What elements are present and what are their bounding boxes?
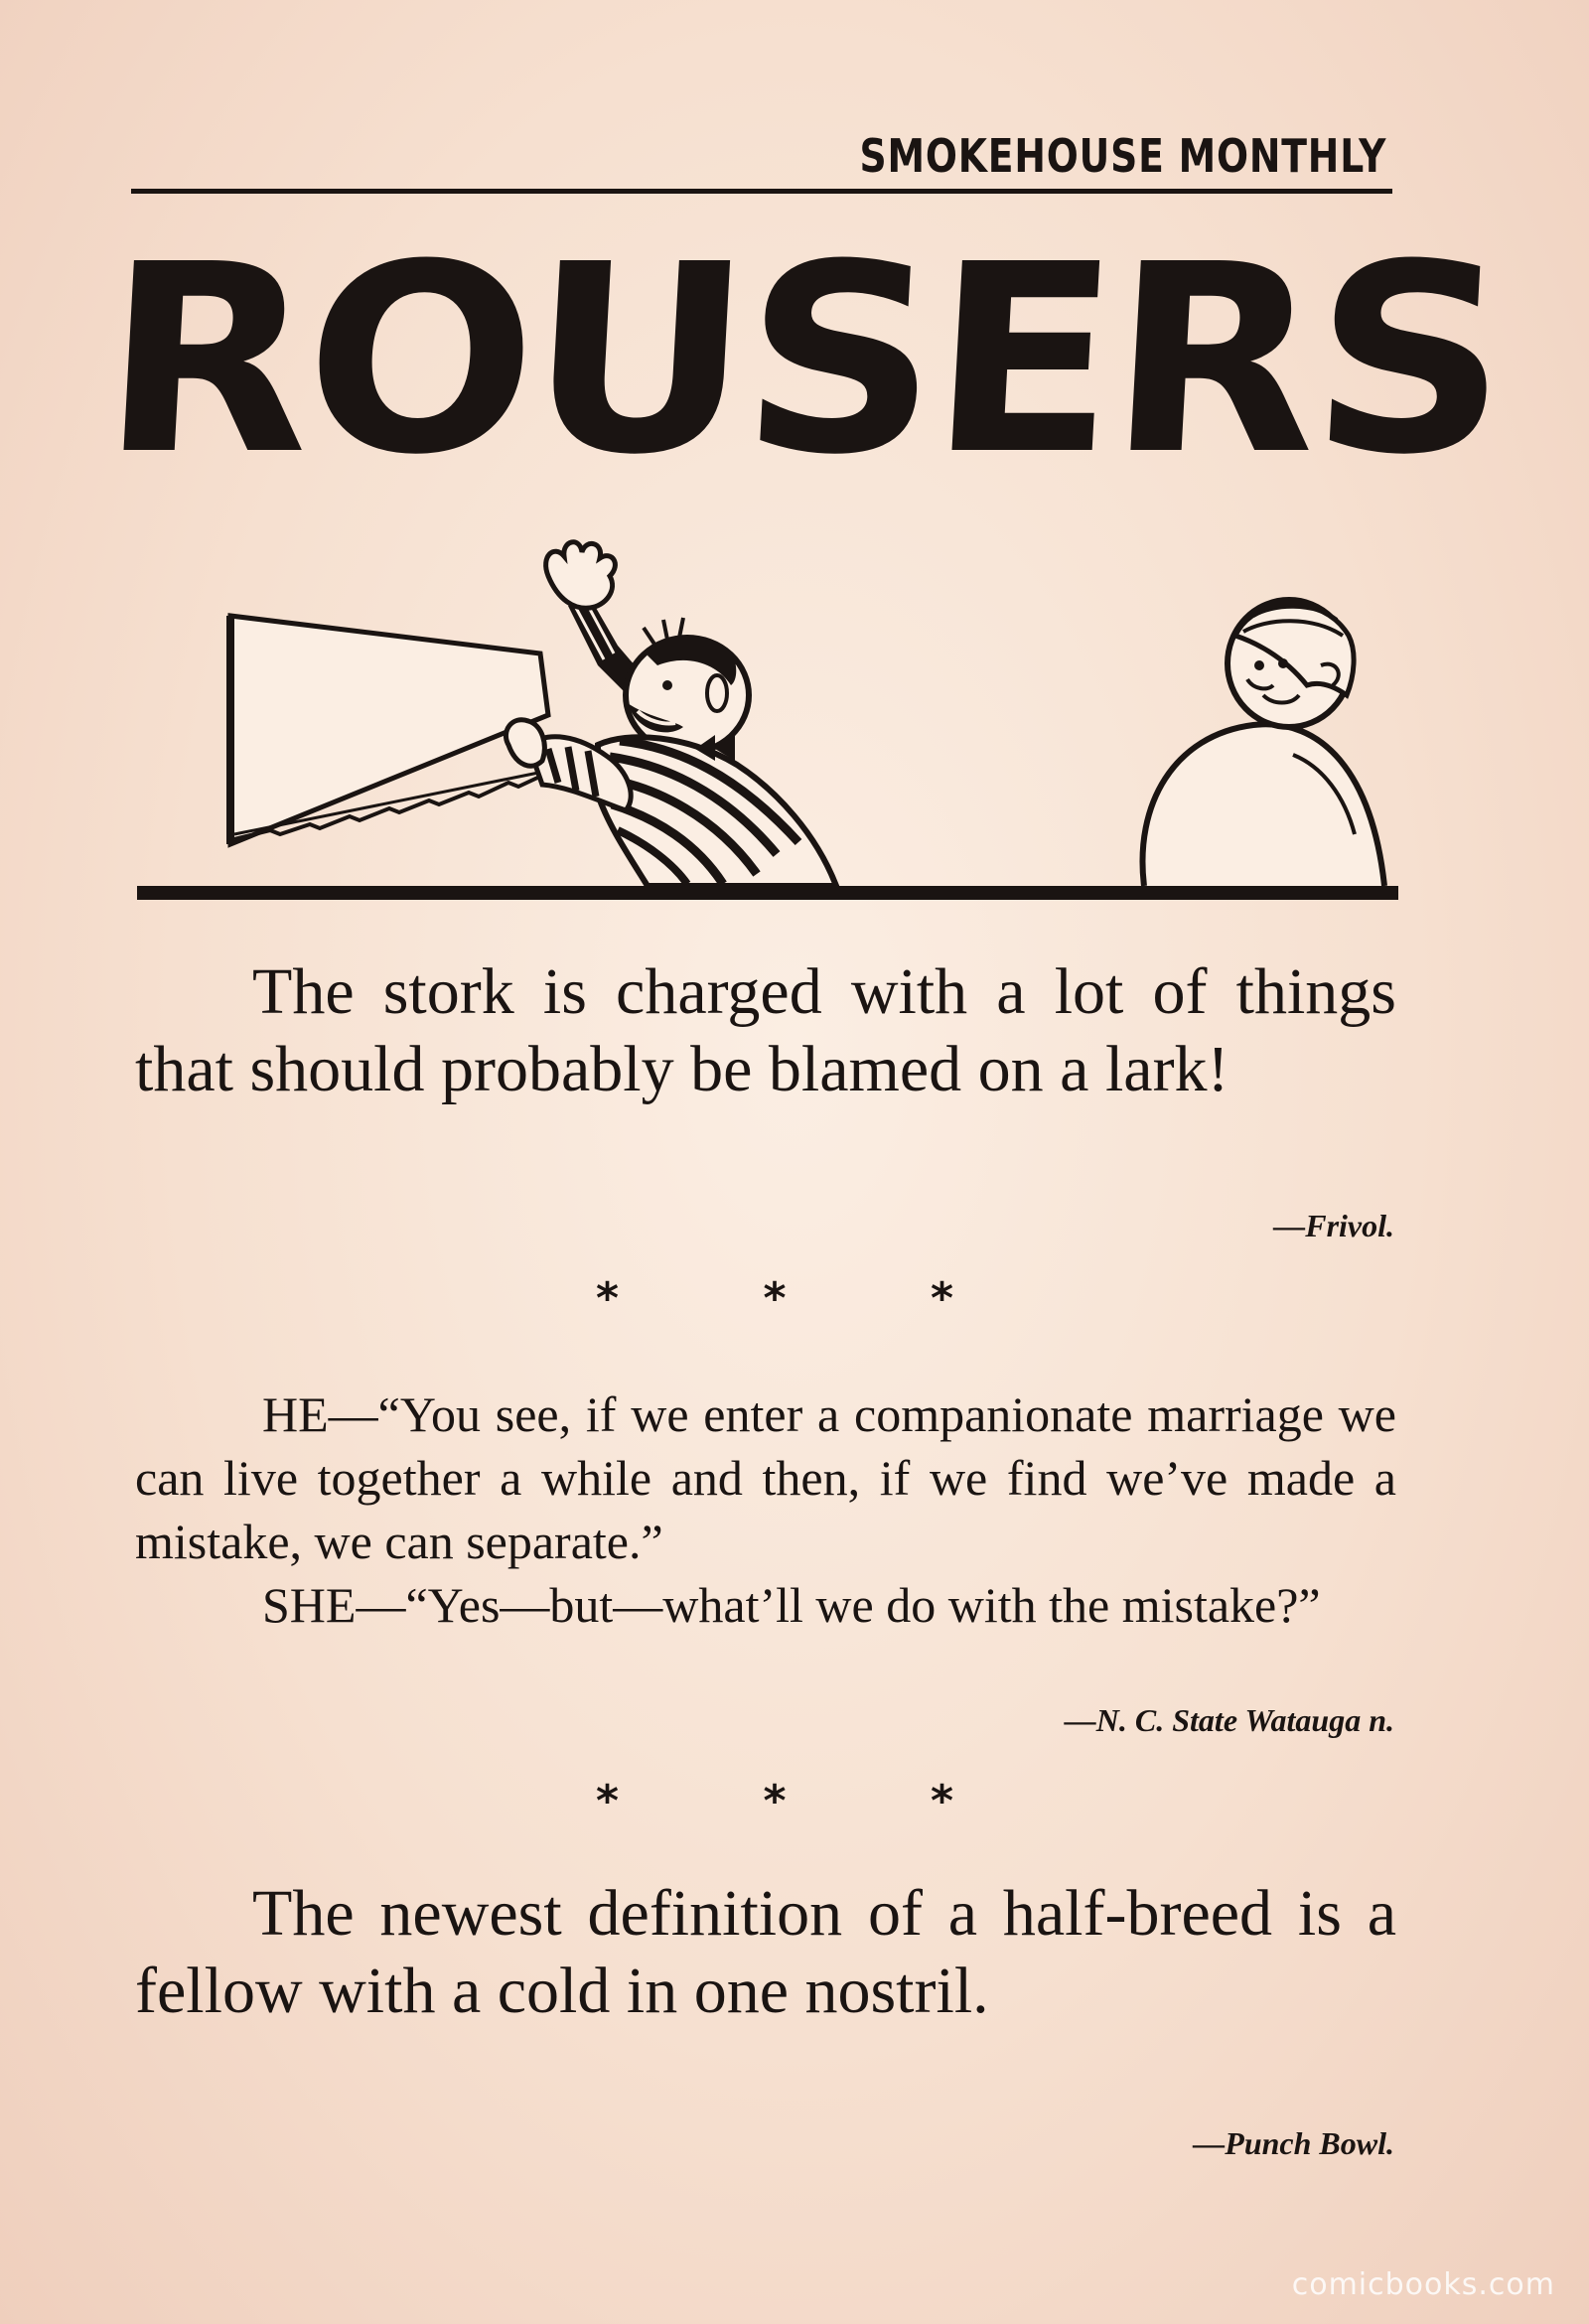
separator-asterisk: * <box>930 1273 953 1324</box>
separator-asterisk: * <box>763 1273 787 1324</box>
joke-half-breed: The newest definition of a half-breed is a fellow with a cold in one nostril. <box>135 1877 1396 2027</box>
separator-asterisk: * <box>930 1776 953 1826</box>
dialogue-he: HE—“You see, if we enter a companionate marriage we can live together a while and then, if we find we’ve made a mistake, we can separate.” <box>135 1386 1396 1569</box>
site-watermark: comicbooks.com <box>1291 2267 1555 2302</box>
page-header <box>131 127 1392 194</box>
cheerleader-illustration <box>131 536 1402 914</box>
joke-half-breed-source: —Punch Bowl. <box>1193 2125 1394 2161</box>
cheerleader-figure <box>506 542 836 886</box>
section-masthead: ROUSERS <box>95 209 1511 511</box>
separator-asterisk: * <box>596 1776 620 1826</box>
joke-companionate-marriage <box>135 1382 1396 1637</box>
publication-title: SMOKEHOUSE MONTHLY <box>859 129 1386 183</box>
separator-asterisk: * <box>596 1273 620 1324</box>
dialogue-she: SHE—“Yes—but—what’ll we do with the mistake?” <box>262 1577 1321 1633</box>
joke-stork: The stork is charged with a lot of things that should probably be blamed on a lark! <box>135 955 1396 1105</box>
joke-stork-source: —Frivol. <box>1273 1208 1394 1243</box>
megaphone-icon <box>230 616 548 844</box>
joke-companionate-marriage-source: —N. C. State Watauga n. <box>1064 1702 1394 1738</box>
football-player-figure <box>1142 600 1384 886</box>
section-separator <box>596 1273 953 1324</box>
section-separator <box>596 1776 953 1826</box>
separator-asterisk: * <box>763 1776 787 1826</box>
